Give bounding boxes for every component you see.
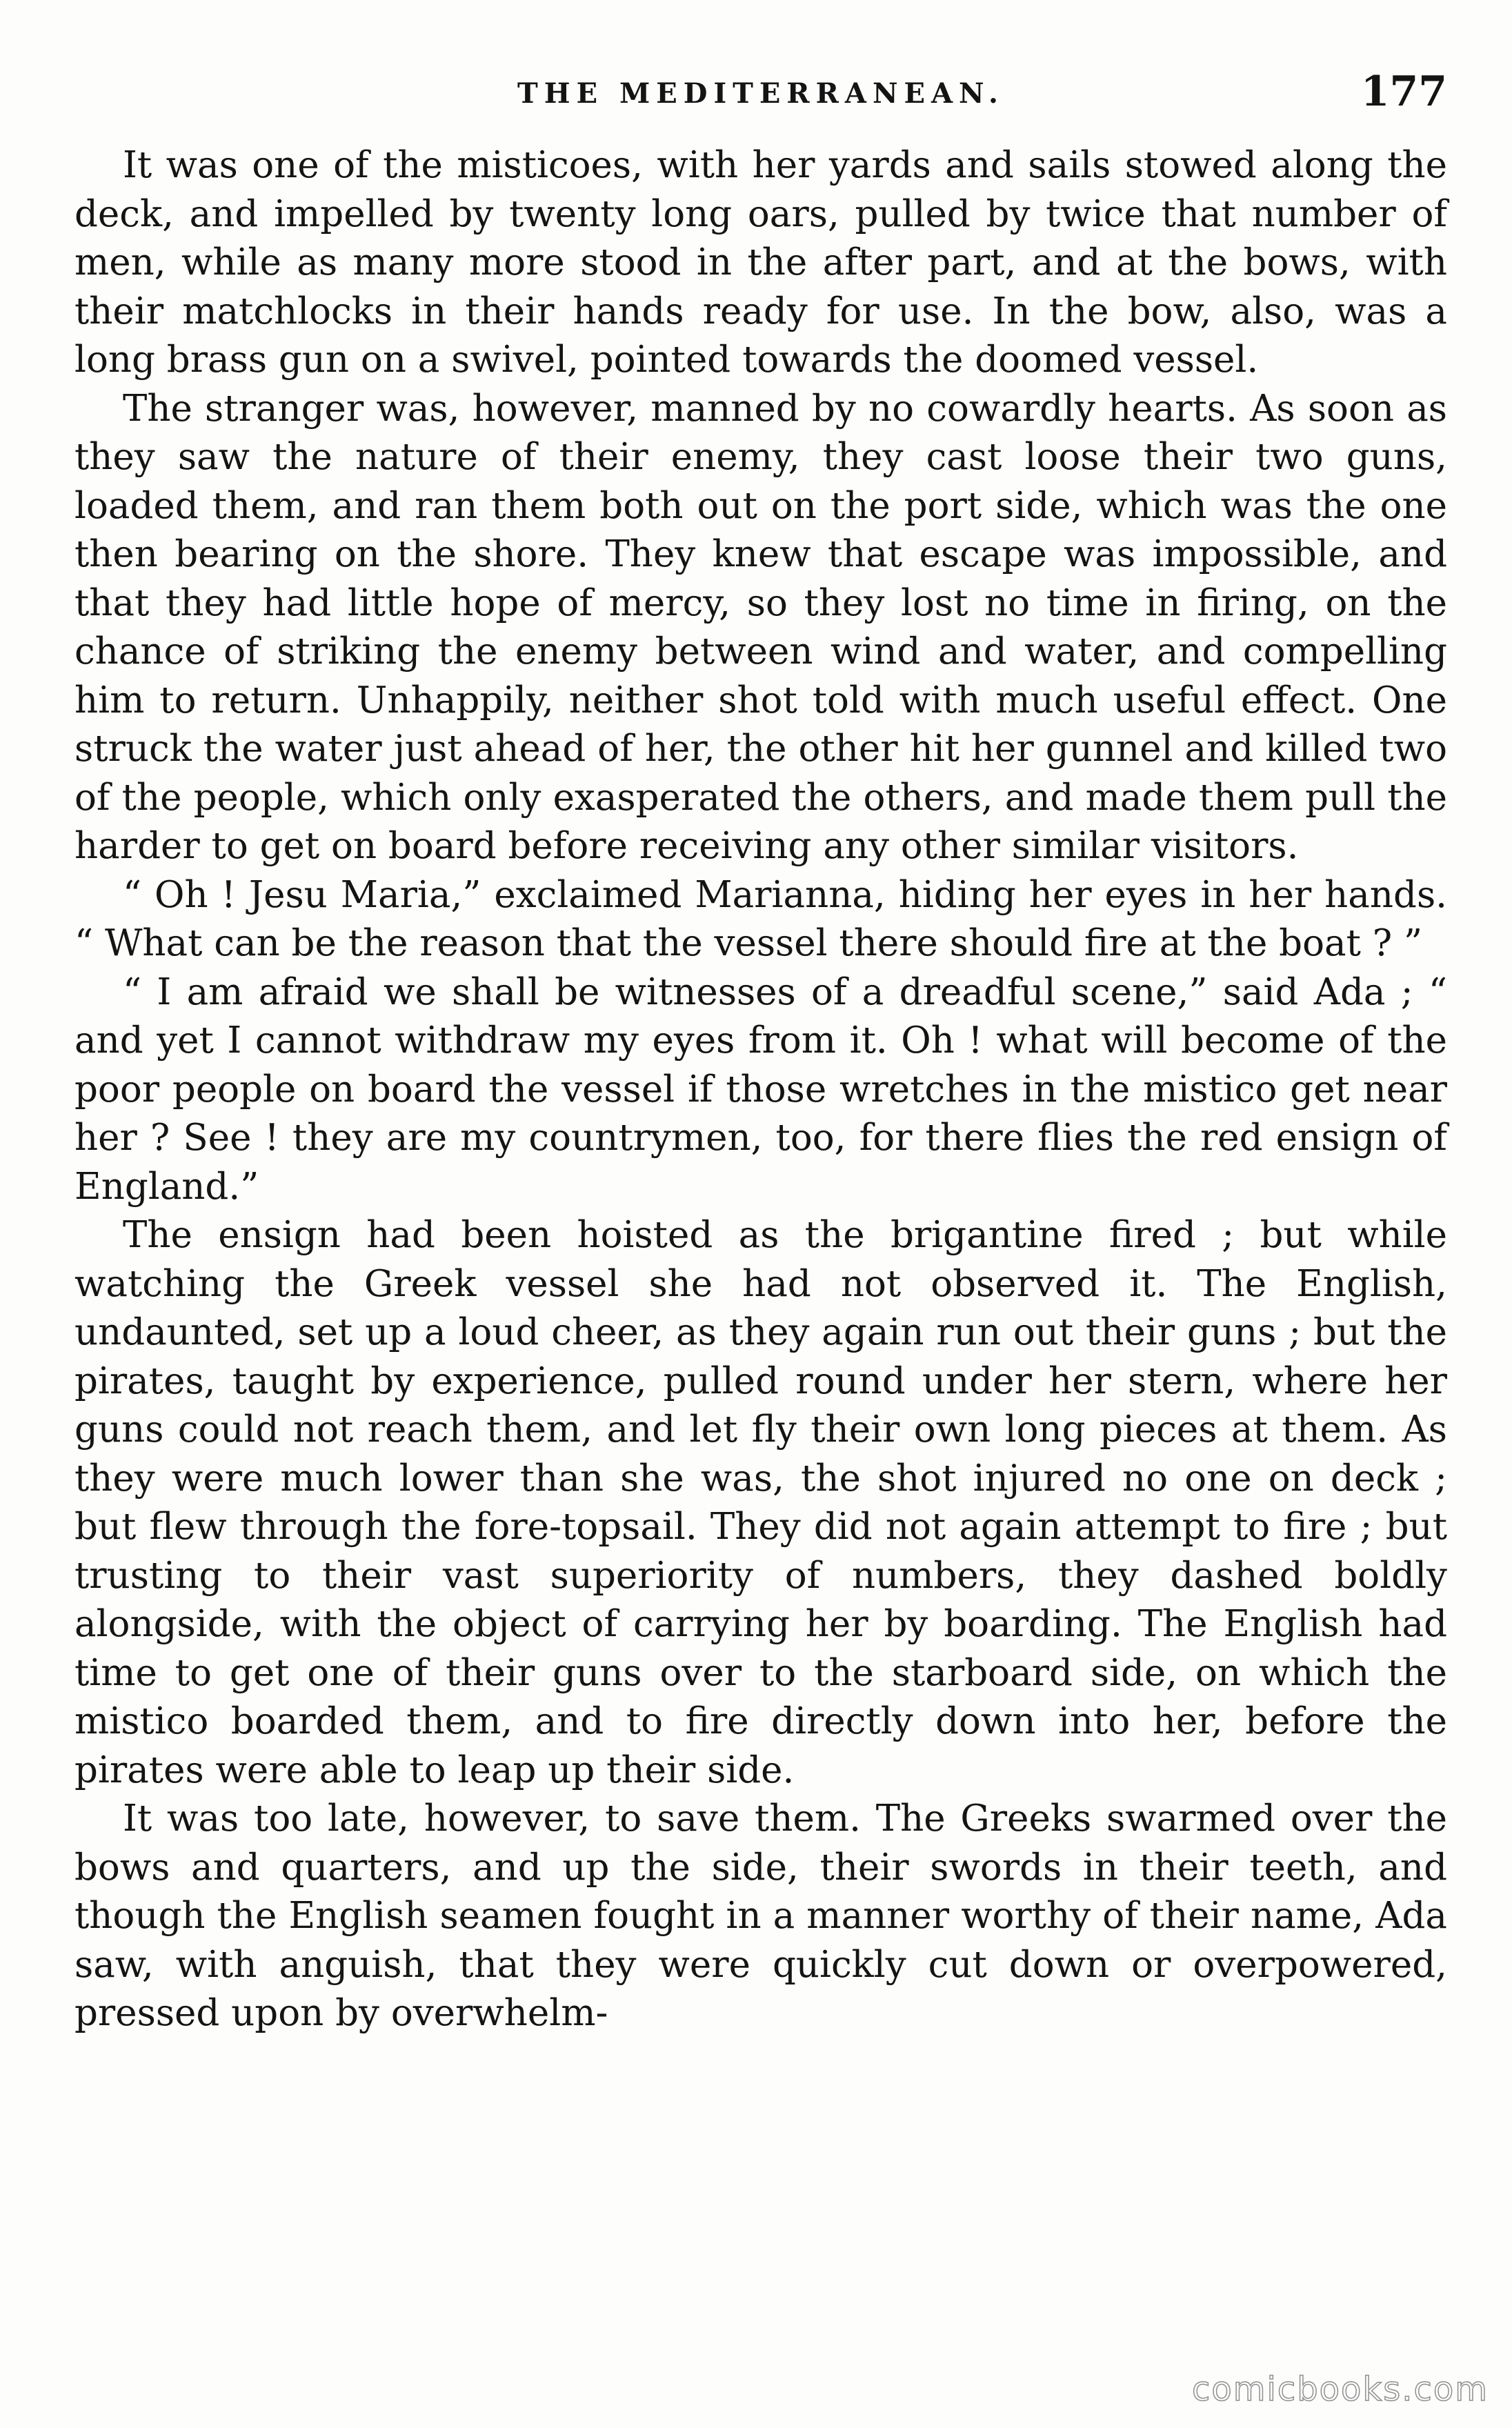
- watermark: comicbooks.com: [1191, 2370, 1489, 2409]
- paragraph: “ I am afraid we shall be witnesses of a dreadful scene,” said Ada ; “ and yet I cannot withdraw my eyes from it. Oh ! what will become of the poor people on board the vessel if those wretches in the mistico get near her ? See ! they are my countrymen, too, for there flies the red ensign of England.”: [74, 971, 1447, 1208]
- paragraph: The ensign had been hoisted as the brigantine fired ; but while watching the Greek vessel she had not observed it. The English, undaunted, set up a loud cheer, as they again run out their guns ; but the pirates, taught by experience, pulled round under her stern, where her guns could not reach them, and let fly their own long pieces at them. As they were much lower than she was, the shot injured no one on deck ; but flew through the fore-topsail. They did not again attempt to fire ; but trusting to their vast superiority of numbers, they dashed boldly alongside, with the object of carrying her by boarding. The English had time to get one of their guns over to the starboard side, on which the mistico boarded them, and to fire directly down into her, before the pirates were able to leap up their side.: [74, 1214, 1447, 1791]
- running-title: THE MEDITERRANEAN.: [517, 77, 1004, 110]
- paragraph: It was one of the misticoes, with her yards and sails stowed along the deck, and impelled by twenty long oars, pulled by twice that number of men, while as many more stood in the after part, and at the bows, with their matchlocks in their hands ready for use. In the bow, also, was a long brass gun on a swivel, pointed towards the doomed vessel.: [74, 144, 1447, 381]
- paragraph: “ Oh ! Jesu Maria,” exclaimed Marianna, hiding her eyes in her hands. “ What can be the reason that the vessel there should fire at the boat ? ”: [74, 873, 1447, 964]
- page-header: [74, 68, 1447, 130]
- page-number: 177: [1360, 68, 1447, 116]
- paragraph: The stranger was, however, manned by no cowardly hearts. As soon as they saw the nature of their enemy, they cast loose their two guns, loaded them, and ran them both out on the port side, which was the one then bearing on the shore. They knew that escape was impossible, and that they had little hope of mercy, so they lost no time in firing, on the chance of striking the enemy between wind and water, and compelling him to return. Unhappily, neither shot told with much useful effect. One struck the water just ahead of her, the other hit her gunnel and killed two of the people, which only exasperated the others, and made them pull the harder to get on board before receiving any other similar visitors.: [74, 387, 1447, 867]
- paragraph: It was too late, however, to save them. The Greeks swarmed over the bows and quarters, and up the side, their swords in their teeth, and though the English seamen fought in a manner worthy of their name, Ada saw, with anguish, that they were quickly cut down or overpowered, pressed upon by overwhelm-: [74, 1798, 1447, 2034]
- body-text: [74, 141, 1447, 2038]
